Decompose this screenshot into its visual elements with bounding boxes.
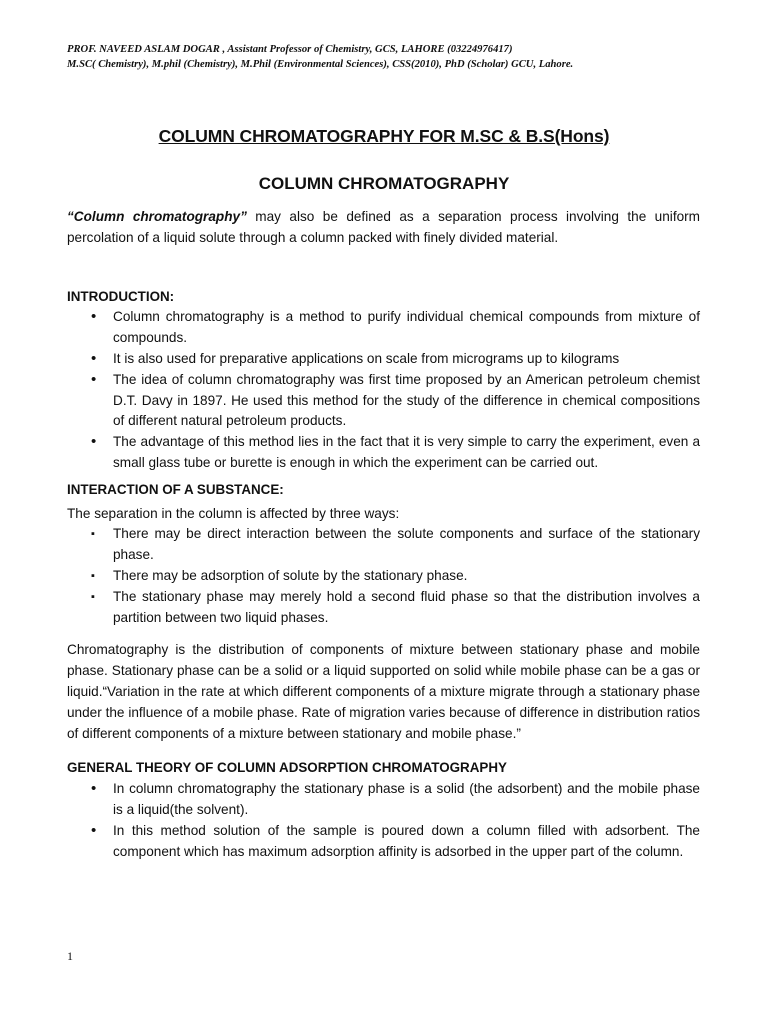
list-item bbox=[67, 370, 700, 432]
list-item-text: There may be adsorption of solute by the stationary phase. bbox=[113, 567, 468, 583]
document-body bbox=[67, 207, 700, 862]
bullet-icon: ▪ bbox=[91, 569, 95, 582]
list-item-text: There may be direct interaction between the solute components and surface of the stationary phase. bbox=[113, 526, 700, 563]
list-item-text: Column chromatography is a method to purify individual chemical compounds from mixture of compounds. bbox=[113, 309, 700, 346]
bullet-icon: • bbox=[91, 780, 97, 798]
general-theory-list bbox=[67, 779, 700, 862]
chromatography-paragraph: Chromatography is the distribution of components of mixture between stationary phase and mobile phase. Stationary phase can be a solid or a liquid supported on solid while mobile phase can be a gas or liquid.“Variation in the rate at which different components of a mixture migrate through a stationary phase under the influence of a mobile phase. Rate of migration varies because of difference in distribution ratios of different components of a mixture between stationary and mobile phase.” bbox=[67, 642, 700, 741]
introduction-heading: INTRODUCTION: bbox=[67, 288, 175, 304]
list-item bbox=[67, 821, 700, 863]
definition-text: may also be defined as a separation process involving the uniform percolation of a liquid solute through a column packed with finely divided material. bbox=[67, 209, 701, 245]
list-item bbox=[67, 432, 700, 474]
bullet-icon: • bbox=[91, 370, 97, 388]
bullet-icon: • bbox=[91, 308, 97, 326]
list-item-text: It is also used for preparative applications on scale from micrograms up to kilograms bbox=[113, 350, 620, 366]
list-item bbox=[67, 524, 700, 566]
bullet-icon: • bbox=[91, 349, 97, 367]
list-item bbox=[67, 779, 700, 821]
list-item-text: The stationary phase may merely hold a second fluid phase so that the distribution involves a partition between two liquid phases. bbox=[113, 588, 700, 625]
general-theory-heading: GENERAL THEORY OF COLUMN ADSORPTION CHROMATOGRAPHY bbox=[67, 760, 507, 776]
bullet-icon: • bbox=[91, 433, 97, 451]
author-header bbox=[67, 42, 707, 72]
definition-paragraph bbox=[67, 207, 700, 249]
list-item-text: In this method solution of the sample is poured down a column filled with adsorbent. The component which has maximum adsorption affinity is adsorbed in the upper part of the column. bbox=[113, 822, 700, 859]
list-item bbox=[67, 566, 700, 587]
bullet-icon: • bbox=[91, 821, 97, 839]
author-header-line-1: PROF. NAVEED ASLAM DOGAR , Assistant Professor of Chemistry, GCS, LAHORE (03224976417) bbox=[67, 44, 513, 55]
definition-term: “Column chromatography” bbox=[67, 209, 247, 224]
section-title: COLUMN CHROMATOGRAPHY bbox=[258, 174, 510, 193]
list-item-text: The advantage of this method lies in the fact that it is very simple to carry the experiment, even a small glass tube or burette is enough in which the experiment can be carried out. bbox=[113, 434, 700, 470]
page-number: 1 bbox=[67, 949, 73, 963]
author-header-line-2: M.SC( Chemistry), M.phil (Chemistry), M.Phil (Environmental Sciences), CSS(2010), PhD (Scholar) GCU, Lahore. bbox=[67, 59, 574, 70]
list-item bbox=[67, 349, 700, 370]
interaction-intro: The separation in the column is affected by three ways: bbox=[67, 505, 400, 521]
interaction-heading: INTERACTION OF A SUBSTANCE: bbox=[67, 481, 284, 497]
interaction-list bbox=[67, 524, 700, 628]
bullet-icon: ▪ bbox=[91, 590, 95, 603]
list-item-text: The idea of column chromatography was first time proposed by an American petroleum chemist D.T. Davy in 1897. He used this method for the study of the difference in chemical compositions of different natural petroleum products. bbox=[113, 371, 700, 429]
introduction-list bbox=[67, 307, 700, 473]
list-item bbox=[67, 587, 700, 629]
bullet-icon: ▪ bbox=[91, 528, 95, 541]
document-title: COLUMN CHROMATOGRAPHY FOR M.SC & B.S(Hons) bbox=[158, 126, 610, 146]
list-item bbox=[67, 307, 700, 349]
list-item-text: In column chromatography the stationary phase is a solid (the adsorbent) and the mobile phase is a liquid(the solvent). bbox=[113, 781, 700, 817]
